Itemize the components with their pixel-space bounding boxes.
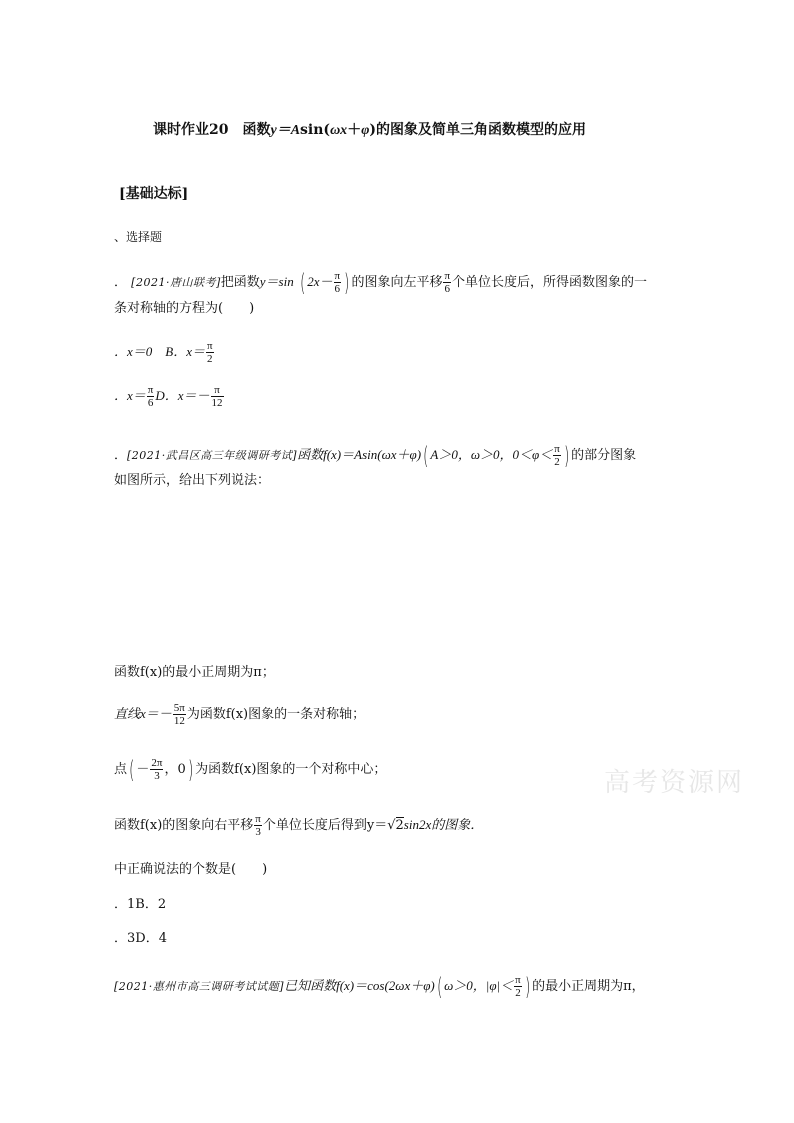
q1-frac-pi-6 bbox=[334, 270, 342, 295]
q3-cond-den: 2 bbox=[515, 987, 521, 999]
q2-s3-neg: － bbox=[136, 762, 150, 777]
q2-s2-num: 5π bbox=[173, 702, 185, 714]
q1-opt-b-den: 2 bbox=[207, 353, 213, 365]
title-suffix: 的图象及简单三角函数模型的应用 bbox=[376, 122, 587, 138]
q2-cond: A＞0，ω＞0，0＜φ＜ bbox=[430, 447, 553, 462]
q1-paren-open: ( bbox=[299, 268, 306, 297]
q1-opt-c: ．x＝ bbox=[114, 388, 146, 403]
q2-paren-close: ) bbox=[563, 441, 570, 470]
q2-s2-frac bbox=[173, 702, 186, 727]
q2-source: [2021·武昌区高三年级调研考试] bbox=[127, 449, 298, 462]
title-sin: sin( bbox=[300, 122, 331, 138]
q2-s3-a: 点 bbox=[114, 762, 128, 777]
q2-s4-c: sin2x的图象． bbox=[403, 817, 484, 832]
q1-opt-d-den: 12 bbox=[211, 397, 223, 409]
q2-statement-4 bbox=[114, 813, 483, 838]
q1-shift-num: π bbox=[444, 270, 451, 282]
q2-s3-frac bbox=[150, 757, 163, 782]
q2-s4-num: π bbox=[255, 813, 261, 825]
q1-frac-num: π bbox=[334, 270, 341, 282]
title-omegax: ωx bbox=[330, 123, 348, 138]
q2-s4-a: 函数f(x)的图象向右平移 bbox=[114, 818, 254, 833]
q2-count-question: 中正确说法的个数是( ) bbox=[114, 862, 268, 877]
section-heading: [基础达标] bbox=[119, 186, 189, 202]
q1-opt-d-num: π bbox=[214, 384, 220, 396]
q2-text2: 的部分图象 bbox=[571, 448, 637, 463]
q2-statement-1: 函数f(x)的最小正周期为π； bbox=[114, 665, 275, 680]
q1-line2: 条对称轴的方程为( ) bbox=[114, 301, 255, 316]
q2-s3-zero: ，0 bbox=[164, 762, 186, 777]
q1-opt-c-num: π bbox=[147, 384, 154, 396]
page-title bbox=[153, 119, 586, 139]
q3-cond-num: π bbox=[515, 974, 521, 986]
q2-s3-b: 为函数f(x)图象的一个对称中心； bbox=[195, 762, 387, 777]
q1-opt-d-frac bbox=[211, 384, 224, 409]
q3-cond: ω＞0，|φ|＜ bbox=[444, 978, 514, 993]
sqrt-icon: √ bbox=[387, 818, 396, 833]
title-math: y＝A bbox=[270, 123, 301, 138]
q2-s4-b: 个单位长度后得到y＝ bbox=[262, 818, 388, 833]
q2-s4-radicand: 2 bbox=[395, 818, 404, 833]
subsection-heading: 、选择题 bbox=[114, 230, 163, 244]
q2-s3-paren-open: ( bbox=[129, 755, 135, 784]
q2-s3-paren-close: ) bbox=[187, 755, 194, 784]
q1-source: [2021·唐山联考] bbox=[131, 276, 221, 289]
title-close: ) bbox=[369, 122, 377, 138]
q1-opt-b-num: π bbox=[206, 340, 213, 352]
title-plus: ＋ bbox=[347, 122, 362, 138]
title-prefix: 课时作业20 函数 bbox=[153, 122, 271, 138]
q1-opt-c-den: 6 bbox=[147, 397, 154, 409]
q1-paren-close: ) bbox=[344, 268, 350, 297]
q1-line1 bbox=[114, 270, 647, 295]
q2-cond-frac bbox=[553, 443, 561, 468]
q3-cond-frac bbox=[514, 974, 522, 999]
q1-frac-den: 6 bbox=[334, 283, 341, 295]
q2-options-cd: ．3D．4 bbox=[114, 931, 167, 946]
q1-opt-c-frac bbox=[147, 384, 155, 409]
q1-text3: 个单位长度后，所得函数图象的一 bbox=[452, 275, 648, 290]
q1-opt-d: D．x＝－ bbox=[155, 388, 210, 403]
q2-cond-den: 2 bbox=[554, 456, 560, 468]
q1-options-cd bbox=[114, 384, 225, 409]
q1-shift-den: 6 bbox=[444, 283, 450, 295]
q1-func: y＝sin bbox=[259, 274, 294, 289]
q1-shift-frac bbox=[443, 270, 451, 295]
q1-text2: 的图象向左平移 bbox=[351, 275, 443, 290]
q2-paren-open: ( bbox=[423, 441, 429, 470]
q2-lead: ． bbox=[114, 448, 128, 463]
title-phi: φ bbox=[361, 123, 370, 138]
q3-line1 bbox=[114, 974, 645, 999]
q1-text1: 把函数 bbox=[220, 275, 260, 290]
q3-text2: 的最小正周期为π， bbox=[532, 979, 645, 994]
q3-paren-open: ( bbox=[436, 972, 443, 1001]
q2-line2: 如图所示，给出下列说法： bbox=[114, 473, 271, 488]
q1-lead: ． bbox=[114, 275, 128, 290]
q2-s4-den: 3 bbox=[255, 826, 261, 838]
q3-paren-close: ) bbox=[524, 972, 530, 1001]
q2-s2-den: 12 bbox=[173, 715, 185, 727]
q2-s3-num: 2π bbox=[151, 757, 163, 769]
q2-text1: 函数f(x)＝Asin(ωx＋φ) bbox=[297, 447, 422, 462]
q2-statement-2 bbox=[114, 702, 365, 727]
watermark: 高考资源网 bbox=[604, 768, 745, 798]
q1-opt-b-frac bbox=[206, 340, 214, 365]
q3-source: [2021·惠州市高三调研考试试题] bbox=[114, 980, 285, 993]
q1-options-ab bbox=[114, 340, 215, 365]
q2-s2-b: 为函数f(x)图象的一条对称轴； bbox=[186, 707, 366, 722]
q2-s2-a: 直线x＝－ bbox=[114, 706, 172, 721]
q2-line1 bbox=[114, 443, 636, 468]
q2-statement-3 bbox=[114, 757, 386, 782]
q1-opt-a-b: ．x＝0 B．x＝ bbox=[114, 344, 205, 359]
q2-s4-frac bbox=[254, 813, 262, 838]
q2-s3-den: 3 bbox=[150, 769, 163, 782]
q1-inner: 2x－ bbox=[307, 274, 333, 289]
q3-text1: 已知函数f(x)＝cos(2ωx＋φ) bbox=[284, 978, 435, 993]
q2-options-ab: ．1B．2 bbox=[114, 897, 167, 912]
q2-cond-num: π bbox=[554, 443, 560, 455]
